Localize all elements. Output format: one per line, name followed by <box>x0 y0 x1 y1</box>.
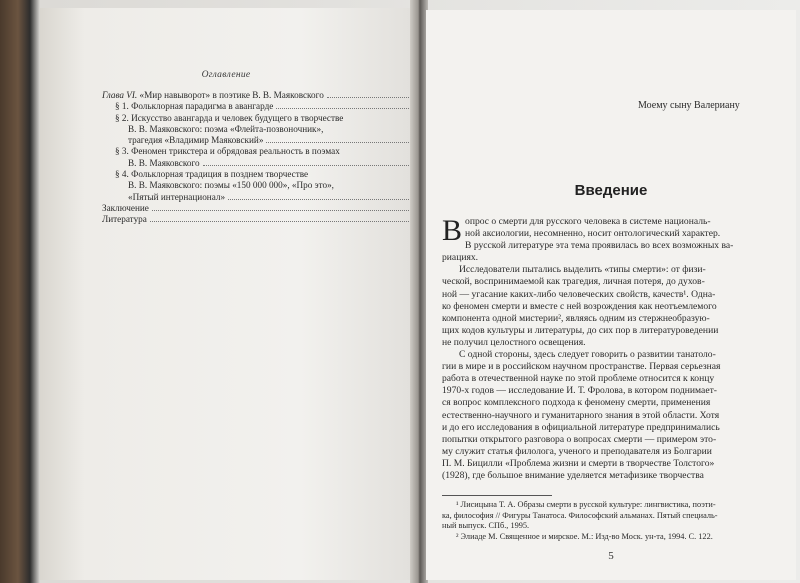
toc-entry-line: § 3. Феномен трикстера и обрядовая реальность в поэмах <box>115 146 340 157</box>
text-line: опрос о смерти для русского человека в системе националь- <box>465 216 711 227</box>
footnote-line: ка, философия // Фигуры Танатоса. Философский альманах. Пятый специаль- <box>442 510 718 520</box>
paragraph-1 <box>442 216 788 264</box>
text-line: работа в отечественной науке по этой проблеме относится к концу <box>442 373 715 385</box>
table-of-contents <box>102 90 442 226</box>
text-line: не получил целостного освещения. <box>442 336 586 348</box>
paragraph-3 <box>442 349 788 482</box>
toc-entry-label: «Мир навыворот» в поэтике В. В. Маяковского <box>137 90 324 100</box>
footnotes <box>442 500 788 542</box>
text-line: 1970-х годов — исследование И. Т. Фролова, в котором поднимает- <box>442 385 717 397</box>
footnote-line: ный выпуск. СПб., 1995. <box>442 521 530 531</box>
text-line: ся вопрос комплексного подхода к феномену смерти, применения <box>442 397 711 409</box>
toc-entry-line: В. В. Маяковского: поэмы «150 000 000», «Про это», <box>128 180 334 191</box>
text-line: В русской литературе эта тема проявилась во всех возможных ва- <box>465 240 734 252</box>
text-line: (1928), где большое внимание уделяется метафизике творчества <box>442 469 704 481</box>
toc-entry-section-4[interactable] <box>102 169 442 203</box>
toc-entry-conclusion[interactable] <box>102 203 442 214</box>
text-line: щих кодов культуры и литературы, до сих пор в литературоведении <box>442 324 719 336</box>
dedication: Моему сыну Валериану <box>638 100 740 111</box>
toc-entry-bibliography[interactable] <box>102 214 442 225</box>
footnote-line: ¹ Лисицына Т. А. Образы смерти в русской культуре: лингвистика, поэти- <box>456 500 716 509</box>
toc-entry-line: «Пятый интернационал» <box>128 191 226 202</box>
text-line: гии в мире и в российском научном пространстве. Первая серьезная <box>442 361 721 373</box>
text-line: попытки открытого разговора о вопросах смерти — примером это- <box>442 433 717 445</box>
toc-entry-label: § 1. Фольклорная парадигма в авангарде <box>115 101 274 112</box>
footnote-line: ² Элиаде М. Священное и мирское. М.: Изд-во Моск. ун-та, 1994. С. 122. <box>456 531 713 541</box>
left-page <box>40 8 412 580</box>
toc-entry-line: § 4. Фольклорная традиция в позднем творчестве <box>115 169 309 180</box>
right-page <box>426 10 796 580</box>
footnote-1 <box>442 500 788 532</box>
footnote-rule <box>442 495 552 496</box>
toc-entry-section-3[interactable] <box>102 146 442 169</box>
toc-leader-dots <box>152 210 425 211</box>
text-line: и до его исследования в официальной литературе предпринимались <box>442 421 720 433</box>
toc-entry-line: В. В. Маяковского <box>128 157 200 168</box>
page-number: 5 <box>608 550 614 562</box>
paragraph-2 <box>442 264 788 349</box>
text-line: ной — угасание каких-либо человеческих свойств, качеств¹. Одна- <box>442 288 716 300</box>
text-line: естественно-научного и гуманитарного знания в этой области. Хотя <box>442 409 720 421</box>
toc-entry-label: Заключение <box>102 202 149 213</box>
toc-entry-line: § 2. Искусство авангарда и человек будущего в творчестве <box>115 112 344 123</box>
toc-entry-section-1[interactable] <box>102 101 442 112</box>
toc-entry-line: В. В. Маяковского: поэма «Флейта-позвоночник», <box>128 123 324 134</box>
text-line: риациях. <box>442 252 479 264</box>
body-text <box>442 216 788 482</box>
drop-cap: В <box>442 214 463 247</box>
chapter-title: Введение <box>574 182 648 199</box>
text-line: Исследователи пытались выделить «типы смерти»: от физи- <box>459 264 706 276</box>
toc-entry-line: трагедия «Владимир Маяковский» <box>128 135 264 146</box>
toc-entry-chapter-6[interactable] <box>102 90 442 101</box>
footnote-2 <box>442 532 788 543</box>
toc-header: Оглавление <box>201 70 251 80</box>
text-line: С одной стороны, здесь следует говорить о развитии танатоло- <box>459 349 716 361</box>
toc-entry-label: Литература <box>102 214 147 225</box>
toc-leader-dots <box>266 142 425 143</box>
text-line: компонента одной мистерии², являясь одним из стержнеобразую- <box>442 312 710 324</box>
text-line: му служит статья филолога, ученого и преподавателя из Болгарии <box>442 445 712 457</box>
toc-chapter-prefix: Глава VI. <box>102 90 138 100</box>
toc-leader-dots <box>276 108 425 109</box>
toc-entry-section-2[interactable] <box>102 113 442 147</box>
text-line: ко феномен смерти и вместе с ней возрождения как неотъемлемого <box>442 300 717 312</box>
text-line: ной аксиологии, несомненно, носит онтологический характер. <box>465 228 721 240</box>
text-line: ческой, воспринимаемой как трагедия, личная потеря, до духов- <box>442 276 705 288</box>
toc-leader-dots <box>150 221 425 222</box>
toc-leader-dots <box>203 165 426 166</box>
text-line: П. М. Бицилли «Проблема жизни и смерти в творчестве Толстого» <box>442 457 715 469</box>
toc-leader-dots <box>228 199 425 200</box>
